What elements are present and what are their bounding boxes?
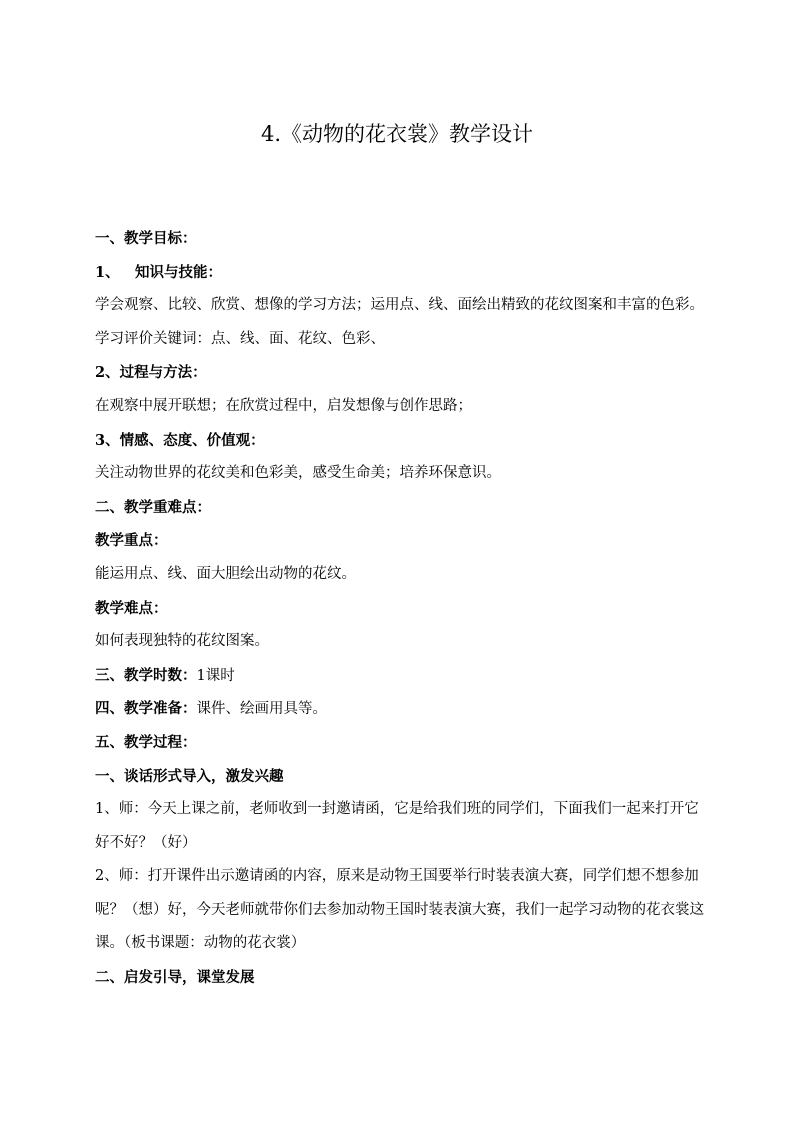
paragraph-emotion-values: 关注动物世界的花纹美和色彩美，感受生命美；培养环保意识。 (95, 465, 501, 482)
label-teaching-hours: 三、教学时数： (95, 666, 197, 684)
label-teaching-difficulty: 教学难点： (95, 599, 168, 617)
paragraph-knowledge-skills: 学会观察、比较、欣赏、想像的学习方法；运用点、线、面绘出精致的花纹图案和丰富的色彩。 (95, 297, 704, 314)
label-teaching-focus: 教学重点： (95, 532, 168, 550)
heading-key-difficult: 二、教学重难点： (95, 498, 211, 516)
row-teaching-hours (95, 659, 707, 693)
heading-teaching-goals: 一、教学目标： (95, 230, 197, 247)
paragraph-process-method: 在观察中展开联想；在欣赏过程中，启发想像与创作思路； (95, 397, 472, 414)
heading-label: 知识与技能： (135, 263, 222, 281)
document-body (95, 222, 707, 995)
value-teaching-hours: 1课时 (196, 667, 235, 684)
paragraph-step-1-1: 1、师：今天上课之前，老师收到一封邀请函，它是给我们班的同学们，下面我们一起来打开它好不好？（好） (95, 801, 699, 851)
heading-emotion-values: 3、情感、态度、价值观： (95, 431, 265, 449)
paragraph-keywords: 学习评价关键词：点、线、面、花纹、色彩、 (95, 330, 385, 347)
value-teaching-prep: 课件、绘画用具等。 (196, 701, 327, 718)
paragraph-teaching-focus: 能运用点、线、面大胆绘出动物的花纹。 (95, 565, 356, 582)
label-teaching-prep: 四、教学准备： (95, 700, 197, 718)
heading-process-method: 2、过程与方法： (95, 364, 207, 382)
heading-step-1: 一、谈话形式导入，激发兴趣 (95, 767, 284, 785)
paragraph-step-1-2: 2、师：打开课件出示邀请函的内容，原来是动物王国要举行时装表演大赛，同学们想不想参加呢？（想）好，今天老师就带你们去参加动物王国时装表演大赛，我们一起学习动物的花衣裳这课。（板书课题：动物的花衣裳） (95, 868, 704, 952)
heading-knowledge-skills (95, 256, 707, 290)
row-teaching-prep (95, 692, 707, 726)
heading-teaching-process: 五、教学过程： (95, 733, 197, 751)
heading-step-2: 二、启发引导，课堂发展 (95, 969, 255, 987)
paragraph-teaching-difficulty: 如何表现独特的花纹图案。 (95, 633, 269, 650)
heading-number: 1、 (95, 263, 120, 281)
document-title: 4.《动物的花衣裳》教学设计 (260, 122, 534, 146)
